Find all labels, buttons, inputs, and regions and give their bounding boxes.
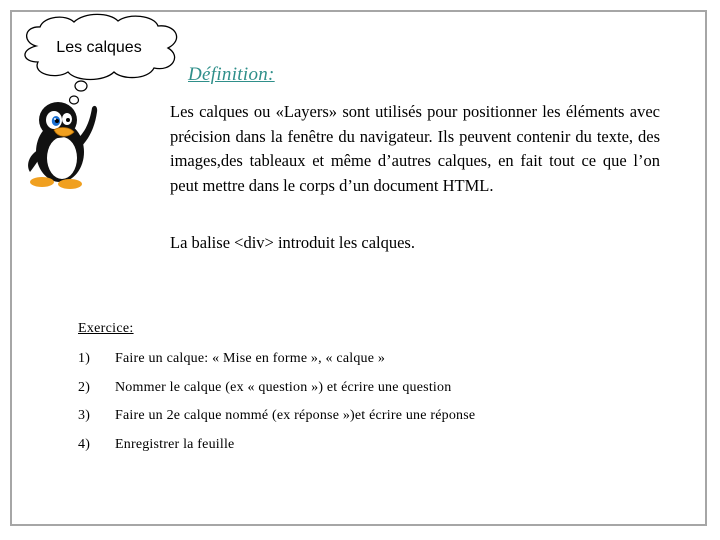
penguin-mascot-icon [24, 92, 104, 197]
list-item-text: Faire un calque: « Mise en forme », « calque » [115, 351, 386, 366]
definition-body: Les calques ou «Layers» sont utilisés pour positionner les éléments avec précision dans la fenêtre du navigateur. Ils peuvent contenir du texte, des images,des tableaux et même d’autres calques, en fait tout ce que l’on peut mettre dans le corps d’un document HTML. [170, 102, 660, 195]
bubble-label: Les calques [56, 39, 142, 56]
list-item-number: 4) [78, 437, 91, 453]
list-item-number: 2) [78, 379, 91, 395]
list-item-number: 1) [78, 351, 91, 366]
exercise-title: Exercice: [78, 321, 134, 336]
div-tag-note: La balise <div> introduit les calques. [170, 233, 415, 252]
list-item-text: Faire un 2e calque nommé (ex réponse »)et écrire une réponse [115, 408, 476, 424]
definition-title: Définition: [188, 64, 275, 85]
list-item-number: 3) [78, 408, 91, 424]
list-item-text: Nommer le calque (ex « question ») et écrire une question [115, 379, 452, 395]
list-item-text: Enregistrer la feuille [115, 437, 235, 453]
